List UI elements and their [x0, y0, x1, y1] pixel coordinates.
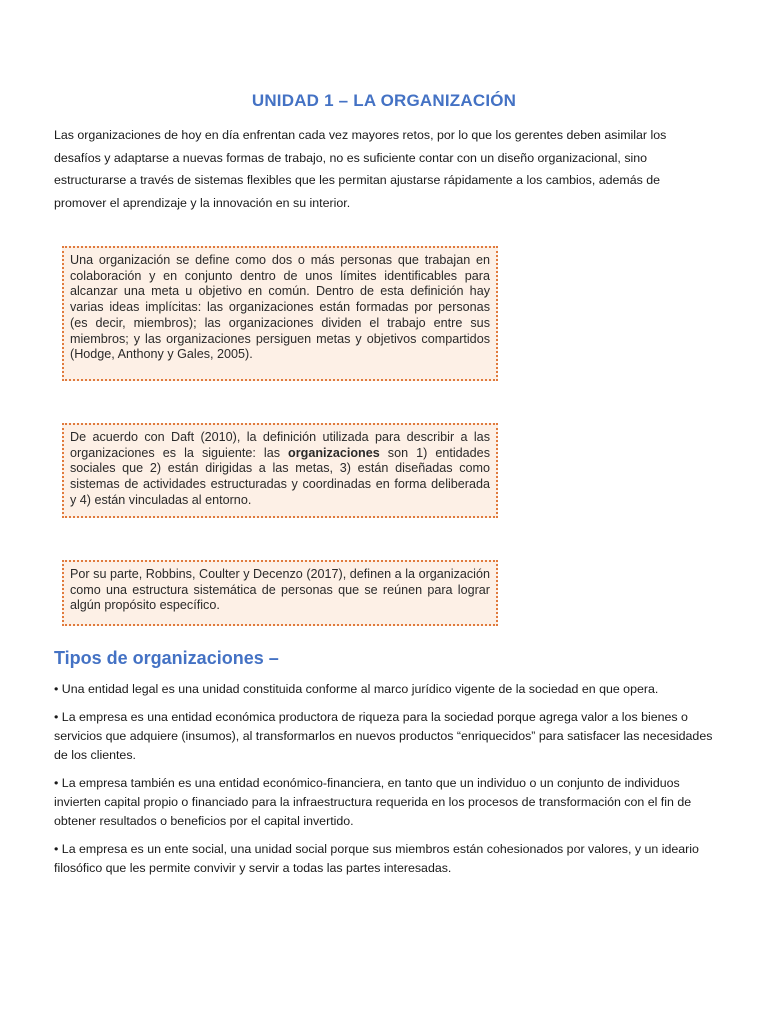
- organization-types-list: [54, 680, 714, 887]
- definition-quote-box-1: [62, 246, 498, 381]
- list-item-text: La empresa también es una entidad económico-financiera, en tanto que un individuo o un conjunto de individuos invierten capital propio o financiado para la infraestructura requerida en los procesos de transformación con el fin de obtener resultados o beneficios por el capital invertido.: [54, 776, 692, 828]
- bullet-icon: •: [54, 842, 59, 856]
- quote-text-after: son 1) entidades sociales que 2) están dirigidas a las metas, 3) están diseñadas como sistemas de actividades estructuradas y coordinadas en forma deliberada y 4) están vinculadas al entorno.: [70, 445, 490, 507]
- quote-text-before: De acuerdo con Daft (2010), la definición utilizada para describir a las organizaciones es la siguiente: las: [70, 430, 490, 460]
- quote-text: Por su parte, Robbins, Coulter y Decenzo (2017), definen a la organización como una estructura sistemática de personas que se reúnen para lograr algún propósito específico.: [70, 567, 490, 613]
- list-item: [54, 680, 714, 699]
- intro-paragraph: Las organizaciones de hoy en día enfrentan cada vez mayores retos, por lo que los gerentes deben asimilar los desafíos y adaptarse a nuevas formas de trabajo, no es suficiente contar con un diseño organizacional, sino estructurarse a través de sistemas flexibles que les permitan ajustarse rápidamente a los cambios, además de promover el aprendizaje y la innovación en su interior.: [54, 128, 667, 210]
- bullet-icon: •: [54, 682, 59, 696]
- quote-bold-term: organizaciones: [288, 445, 380, 460]
- bullet-icon: •: [54, 776, 59, 790]
- section-heading: Tipos de organizaciones –: [54, 648, 279, 668]
- definition-quote-box-2: [62, 423, 498, 518]
- definition-quote-box-3: [62, 560, 498, 626]
- list-item: [54, 840, 714, 878]
- list-item-text: La empresa es un ente social, una unidad social porque sus miembros están cohesionados por valores, y un ideario filosófico que les permite convivir y servir a todas las partes interesadas.: [54, 842, 699, 875]
- list-item: [54, 708, 714, 765]
- bullet-icon: •: [54, 710, 59, 724]
- page-title: UNIDAD 1 – LA ORGANIZACIÓN: [251, 91, 517, 110]
- list-item: [54, 774, 714, 831]
- list-item-text: La empresa es una entidad económica productora de riqueza para la sociedad porque agrega valor a los bienes o servicios que adquiere (insumos), al transformarlos en nuevos productos “enriquecidos” para satisfacer las necesidades de los clientes.: [54, 710, 713, 762]
- quote-text: Una organización se define como dos o más personas que trabajan en colaboración y en conjunto dentro de unos límites identificables para alcanzar una meta u objetivo en común. Dentro de esta definición hay varias ideas implícitas: las organizaciones están formadas por personas (es decir, miembros); las organizaciones dividen el trabajo entre sus miembros; y las organizaciones persiguen metas y objetivos compartidos (Hodge, Anthony y Gales, 2005).: [70, 253, 490, 362]
- list-item-text: Una entidad legal es una unidad constituida conforme al marco jurídico vigente de la sociedad en que opera.: [61, 682, 659, 696]
